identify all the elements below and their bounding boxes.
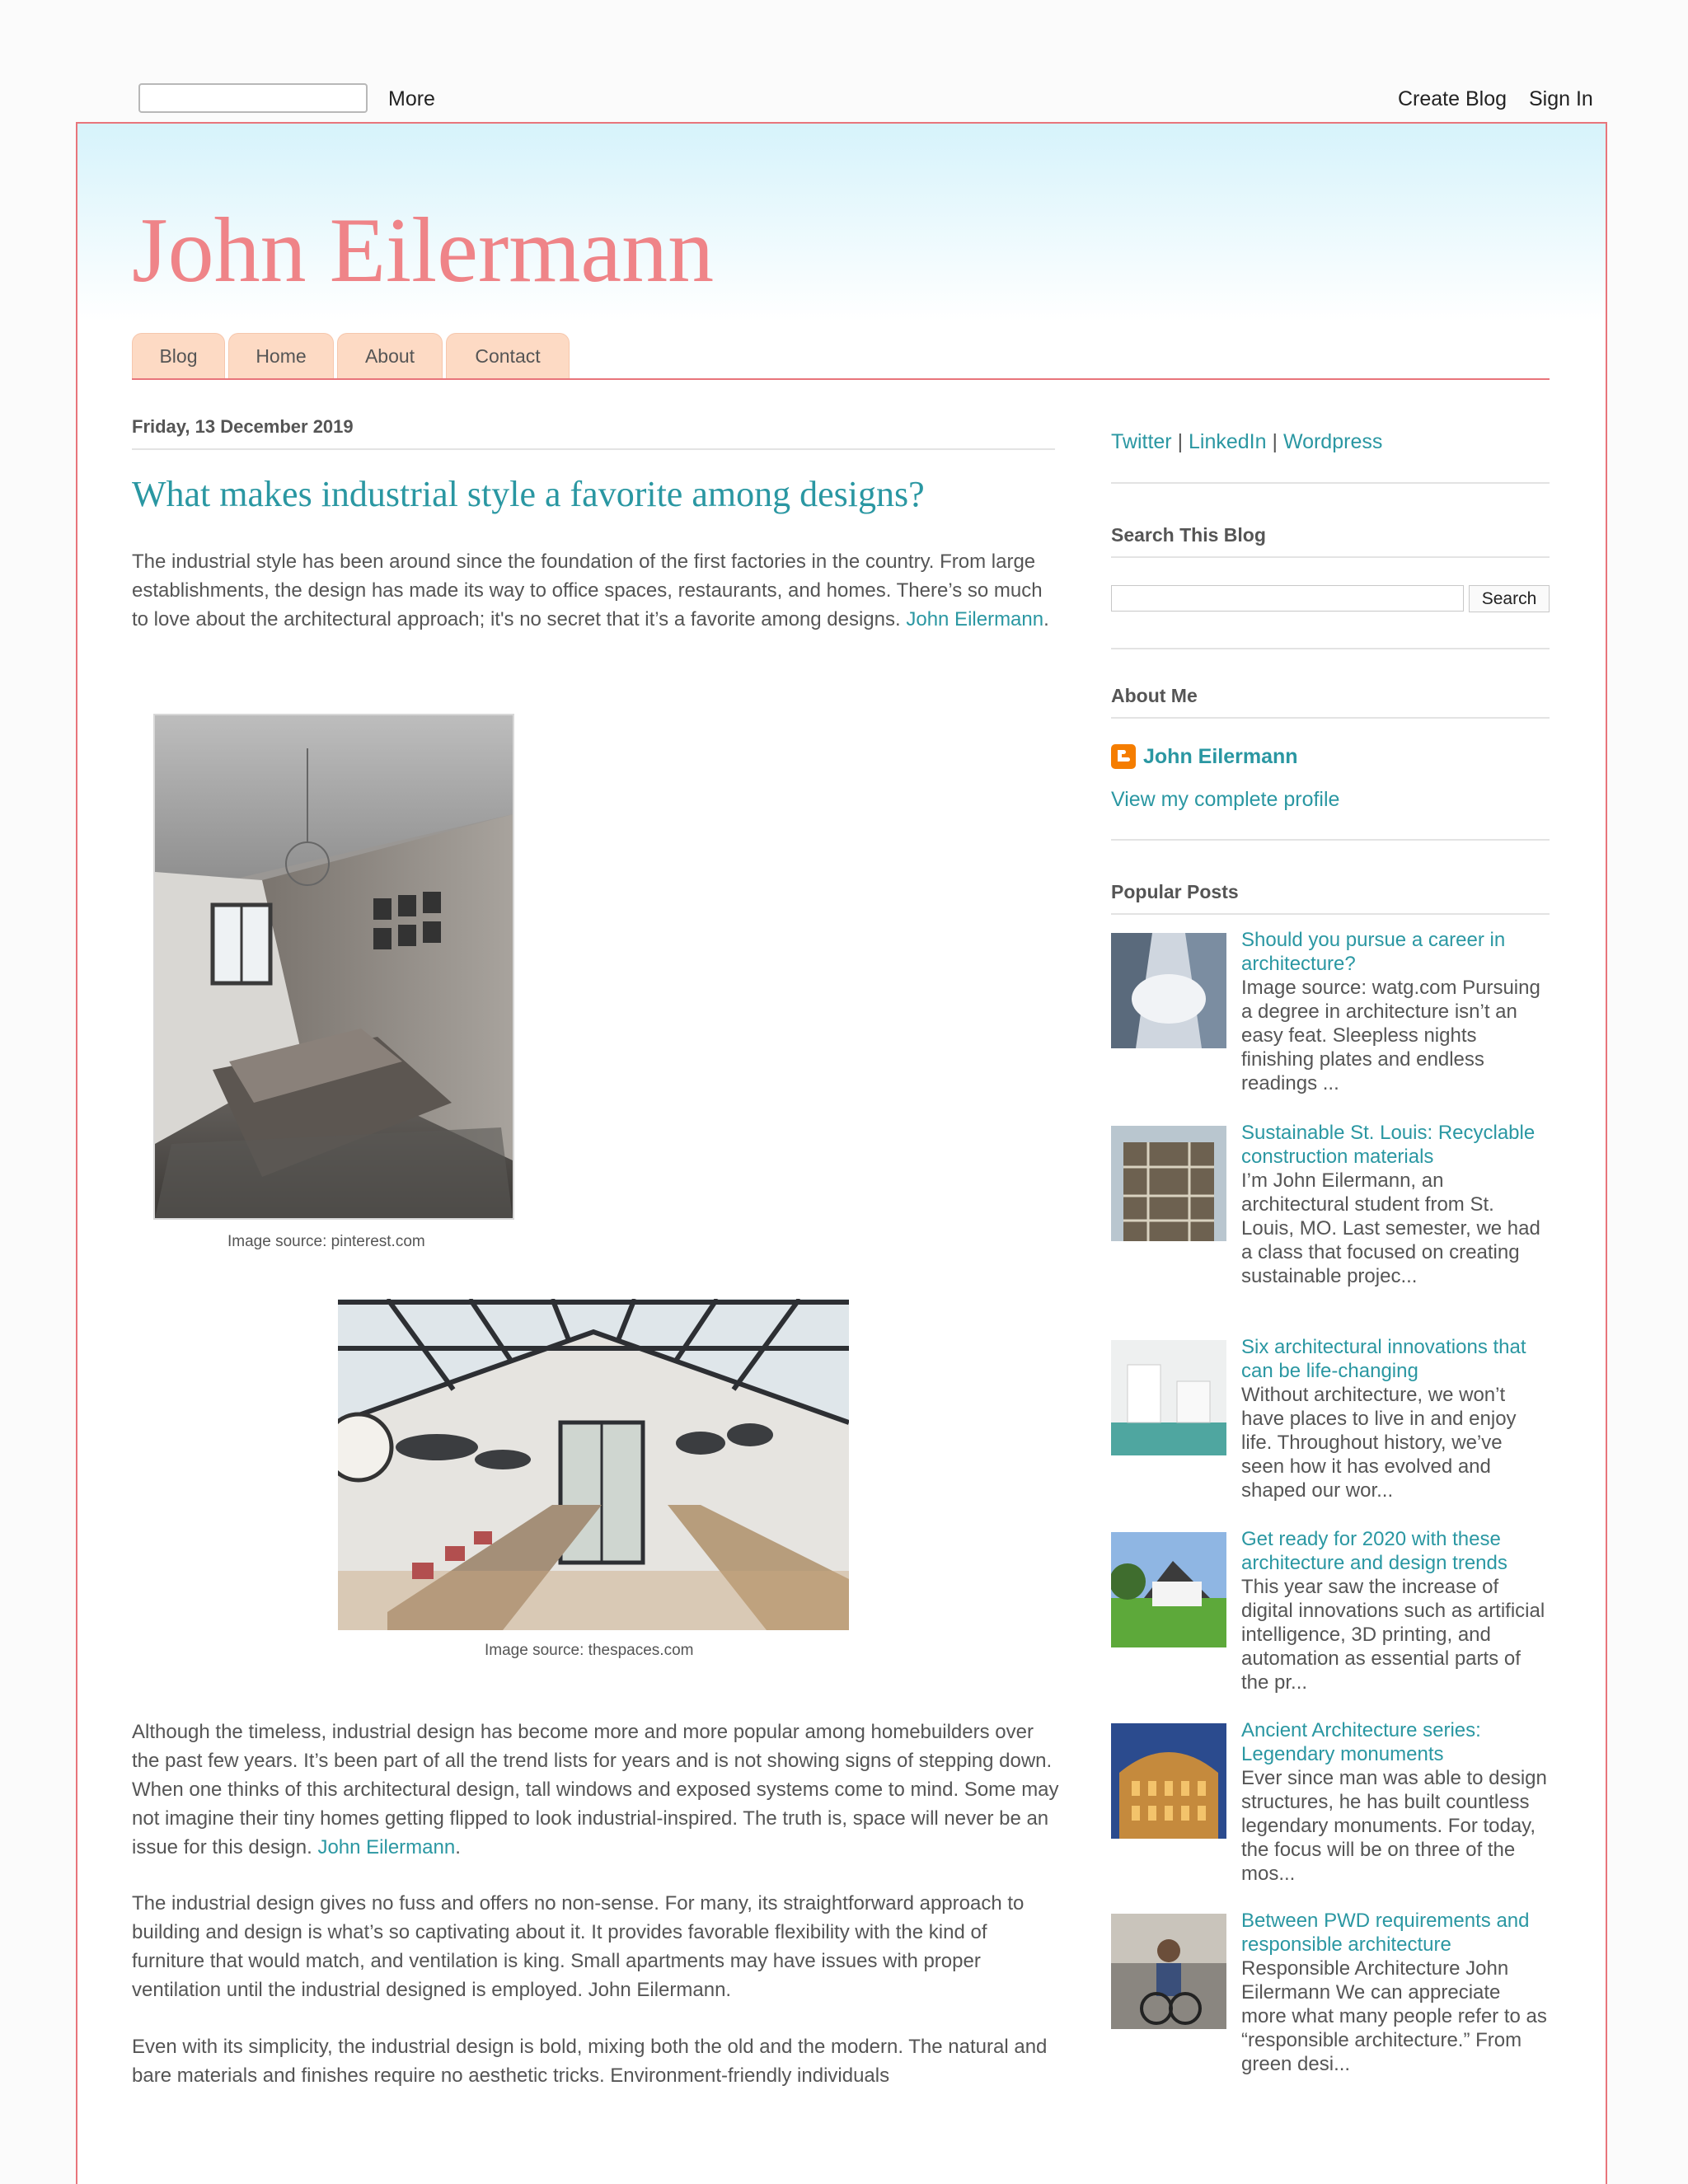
popular-post-thumbnail[interactable] bbox=[1111, 1532, 1226, 1647]
tab-about[interactable]: About bbox=[337, 333, 443, 379]
popular-post-title[interactable]: Should you pursue a career in architecture? bbox=[1241, 929, 1506, 975]
popular-post-thumbnail[interactable] bbox=[1111, 1914, 1226, 2029]
post-paragraph-2: Although the timeless, industrial design has become more and more popular among homebuilders over the past few years. It’s been part of all the trend lists for years and is not showing signs of stepping down. When one thinks of this architectural design, tall windows and exposed systems come to mind. Some may not imagine their tiny homes getting flipped to look industrial-inspired. The truth is, space will never be an issue for this design. John Eilermann. bbox=[132, 1721, 1059, 1858]
date-divider bbox=[132, 448, 1055, 450]
post-date: Friday, 13 December 2019 bbox=[132, 416, 354, 437]
create-blog-link[interactable]: Create Blog bbox=[1398, 87, 1507, 110]
tab-divider bbox=[132, 378, 1550, 380]
separator: | bbox=[1171, 430, 1189, 453]
post-image-dining[interactable] bbox=[338, 1299, 849, 1630]
image1-caption: Image source: pinterest.com bbox=[227, 1233, 425, 1250]
post-image-bedroom[interactable] bbox=[153, 714, 514, 1220]
blogger-navbar bbox=[0, 79, 1688, 125]
more-link[interactable]: More bbox=[388, 87, 435, 110]
post-paragraph-4: Even with its simplicity, the industrial design is bold, mixing both the old and the modern. The natural and bare materials and finishes require no aesthetic tricks. Environment-friendly individuals bbox=[132, 2036, 1048, 2087]
popular-post bbox=[1111, 1121, 1550, 1288]
page-tabs bbox=[132, 333, 570, 379]
tab-home[interactable]: Home bbox=[228, 333, 334, 379]
popular-post bbox=[1111, 1718, 1550, 1886]
twitter-link[interactable]: Twitter bbox=[1111, 430, 1172, 453]
separator: | bbox=[1266, 430, 1283, 453]
popular-post-title[interactable]: Sustainable St. Louis: Recyclable construction materials bbox=[1241, 1122, 1536, 1168]
sidebar-divider bbox=[1111, 556, 1550, 558]
popular-post bbox=[1111, 1909, 1550, 2076]
popular-post-snippet: Image source: watg.com Pursuing a degree in architecture isn’t an easy feat. Sleepless nights finishing plates and endless readings ... bbox=[1241, 977, 1540, 1094]
social-links bbox=[1111, 430, 1550, 454]
author-link[interactable]: John Eilermann bbox=[906, 608, 1044, 630]
author-link-2[interactable]: John Eilermann bbox=[317, 1836, 456, 1858]
wordpress-link[interactable]: Wordpress bbox=[1282, 430, 1383, 453]
sidebar-divider bbox=[1111, 717, 1550, 719]
profile-name-link[interactable]: John Eilermann bbox=[1143, 745, 1298, 768]
sidebar-divider bbox=[1111, 648, 1550, 649]
view-profile-link[interactable]: View my complete profile bbox=[1111, 788, 1340, 811]
post-paragraph-3: The industrial design gives no fuss and offers no non-sense. For many, its straightforward approach to building and design is what’s so captivating about it. It provides favorable flexibility with the kind of furniture that would match, and ventilation is king. Small apartments may have issues with proper ventilation until the industrial designed is employed. John Eilermann. bbox=[132, 1892, 1025, 2001]
post-paragraph-2-text: Although the timeless, industrial design has become more and more popular among homebuilders over the past few years. It’s been part of all the trend lists for years and is not showing signs of stepping down. When one thinks of this architectural design, tall windows and exposed systems come to mind. Some may not imagine their tiny homes getting flipped to look industrial-inspired. The truth is, space will never be an issue for this design. bbox=[132, 1721, 1059, 1858]
popular-post bbox=[1111, 1527, 1550, 1694]
popular-post-title[interactable]: Ancient Architecture series: Legendary monuments bbox=[1241, 1719, 1481, 1765]
bedroom-image bbox=[155, 715, 513, 1218]
popular-post-snippet: Ever since man was able to design structures, he has built countless legendary monuments. For today, the focus will be on three of the mos... bbox=[1241, 1767, 1547, 1885]
post-title[interactable]: What makes industrial style a favorite among designs? bbox=[132, 474, 925, 514]
popular-post-thumbnail[interactable] bbox=[1111, 933, 1226, 1048]
popular-post-title[interactable]: Six architectural innovations that can be life-changing bbox=[1241, 1336, 1526, 1382]
about-heading: About Me bbox=[1111, 685, 1198, 706]
popular-post-title[interactable]: Get ready for 2020 with these architecture and design trends bbox=[1241, 1528, 1507, 1574]
blog-search-input[interactable] bbox=[1111, 585, 1464, 612]
popular-posts-heading: Popular Posts bbox=[1111, 881, 1239, 902]
popular-post-thumbnail[interactable] bbox=[1111, 1340, 1226, 1455]
popular-post-snippet: This year saw the increase of digital innovations such as artificial intelligence, 3D printing, and automation as essential parts of the pr... bbox=[1241, 1576, 1545, 1694]
image2-caption: Image source: thespaces.com bbox=[485, 1642, 694, 1659]
search-heading: Search This Blog bbox=[1111, 524, 1266, 546]
popular-post-title[interactable]: Between PWD requirements and responsible architecture bbox=[1241, 1910, 1530, 1956]
navbar-search-input[interactable] bbox=[138, 83, 368, 113]
blog-title[interactable]: John Eilermann bbox=[132, 199, 715, 302]
sidebar-divider bbox=[1111, 913, 1550, 915]
linkedin-link[interactable]: LinkedIn bbox=[1189, 430, 1267, 453]
dining-image bbox=[338, 1299, 849, 1630]
post-intro-text: The industrial style has been around since the foundation of the first factories in the country. From large establishments, the design has made its way to office spaces, restaurants, and homes. There’s so much to love about the architectural approach; it's no secret that it’s a favorite among designs. bbox=[132, 551, 1043, 630]
popular-post-snippet: Responsible Architecture John Eilermann We can appreciate more what many people refer to as “responsible architecture.” From green desi... bbox=[1241, 1957, 1547, 2075]
popular-post bbox=[1111, 1335, 1550, 1502]
sidebar-divider bbox=[1111, 839, 1550, 841]
sidebar-divider bbox=[1111, 482, 1550, 484]
tab-contact[interactable]: Contact bbox=[446, 333, 570, 379]
tab-blog[interactable]: Blog bbox=[132, 333, 225, 379]
post-intro: The industrial style has been around since the foundation of the first factories in the country. From large establishments, the design has made its way to office spaces, restaurants, and homes. There’s so much to love about the architectural approach; it's no secret that it’s a favorite among designs. John Eilermann. bbox=[132, 551, 1049, 630]
popular-post-snippet: Without architecture, we won’t have places to live in and enjoy life. Throughout history, we’ve seen how it has evolved and shaped our wor... bbox=[1241, 1384, 1517, 1502]
popular-post-snippet: I’m John Eilermann, an architectural student from St. Louis, MO. Last semester, we had a class that focused on creating sustainable projec... bbox=[1241, 1169, 1540, 1287]
popular-post-thumbnail[interactable] bbox=[1111, 1723, 1226, 1839]
sign-in-link[interactable]: Sign In bbox=[1529, 87, 1593, 110]
blogger-icon bbox=[1111, 744, 1136, 769]
popular-post bbox=[1111, 928, 1550, 1095]
search-button[interactable]: Search bbox=[1469, 585, 1550, 612]
popular-post-thumbnail[interactable] bbox=[1111, 1126, 1226, 1241]
